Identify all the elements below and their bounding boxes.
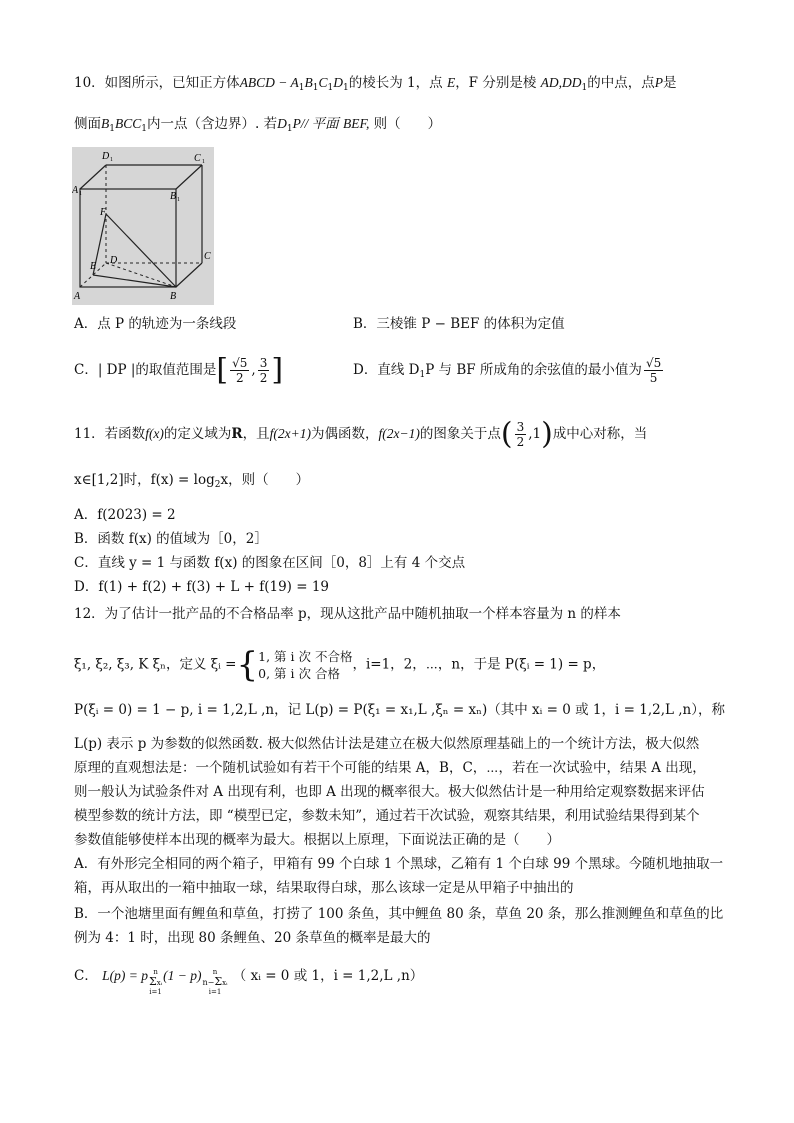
label-b: B bbox=[170, 291, 177, 302]
q10-stem-line1: 10．如图所示，已知正方体ABCD − $A_1B_1C_1D_1$的棱长为 1，点 E，F 分别是棱 $AD,DD_1$的中点，点P是 bbox=[74, 75, 677, 93]
point-e: E bbox=[446, 75, 456, 90]
frac-3-2-point: $\frac{3}{2}$ bbox=[516, 420, 525, 449]
q11-fx: f(x) bbox=[145, 426, 164, 441]
svg-text:1: 1 bbox=[79, 191, 82, 197]
sum-exponent-1: n Σxᵢ i=1 bbox=[149, 968, 163, 996]
q12-stem-line7: 模型参数的统计方法，即 “模型已定，参数未知”，通过若干次试验，观察其结果，利用试验结果得到某个 bbox=[74, 808, 700, 824]
cube-name-d: D bbox=[333, 75, 344, 90]
label-e: E bbox=[90, 261, 97, 272]
q10-text-inside: 内一点（含边界）. 若 bbox=[146, 116, 278, 132]
q11-center: 成中心对称，当 bbox=[552, 426, 648, 442]
cube-figure bbox=[72, 147, 214, 305]
cube-diagram bbox=[72, 147, 214, 305]
label-c: C bbox=[204, 251, 211, 262]
q11-f2xm1: f(2x−1) bbox=[378, 426, 420, 441]
label-f: F bbox=[100, 207, 107, 218]
q11-condition: x∈[1,2]时，f(x) = log bbox=[74, 472, 215, 488]
q11-text: 11．若函数 bbox=[74, 426, 146, 442]
q12-stem-line5: 原理的直观想法是：一个随机试验如有若干个可能的结果 A，B，C，⋯，若在一次试验中，结果 A 出现， bbox=[74, 760, 706, 776]
q10-option-d: D．直线 $D_1P$ 与 BF 所成角的余弦值的最小值为 $\frac{√5}{5}$ bbox=[353, 356, 662, 385]
q12-case1: 1, 第 i 次 不合格 bbox=[258, 649, 353, 664]
label-a1: A bbox=[72, 185, 79, 196]
q10-text: 10．如图所示，已知正方体 bbox=[74, 75, 240, 91]
q11-stem-line2 bbox=[74, 470, 754, 495]
q12-xi-def: ξ₁, ξ₂, ξ₃, K ξₙ，定义 ξᵢ = bbox=[74, 656, 237, 673]
cube-name: ABCD − A bbox=[239, 75, 299, 90]
q10-option-a: A．点 P 的轨迹为一条线段 bbox=[74, 316, 237, 332]
face-bcc1: BCC bbox=[114, 116, 142, 131]
q12-case2: 0, 第 i 次 合格 bbox=[258, 666, 340, 681]
q10-answer-paren: 则（ ） bbox=[373, 116, 442, 132]
cond-d1: D bbox=[277, 116, 287, 131]
q12-option-b-line2: 例为 4：1 时，出现 80 条鲤鱼、20 条草鱼的概率是最大的 bbox=[74, 930, 431, 946]
q11-and: ，且 bbox=[242, 426, 270, 442]
q12-option-b-line1: B．一个池塘里面有鲤鱼和草鱼，打捞了 100 条鱼，其中鲤鱼 80 条，草鱼 20 条，那么推测鲤鱼和草鱼的比 bbox=[74, 906, 724, 922]
edges-ad-dd1: AD,DD bbox=[540, 75, 582, 90]
q10-options-ab bbox=[74, 314, 754, 334]
q10-option-c: C．| DP |的取值范围是 bbox=[74, 362, 217, 378]
q12-stem-line3: P(ξᵢ = 0) = 1 − p, i = 1,2,L ,n，记 L(p) = P(ξ₁ = x₁,L ,ξₙ = xₙ)（其中 xᵢ = 0 或 1，i = 1,2,L ,n），称 bbox=[74, 702, 725, 718]
q11-option-a: A．f(2023) = 2 bbox=[74, 507, 176, 523]
sum-exponent-2: n n−Σxᵢ i=1 bbox=[202, 968, 228, 996]
q12-after-cases: ，i=1，2，⋯，n，于是 P(ξᵢ = 1) = p， bbox=[352, 656, 606, 673]
q10-options-cd: C．| DP |的取值范围是[ $\frac{√5}{2}$ , $\frac{3}{2}$ ] D．直线 $D_1P$ 与 BF 所成角的余弦值的最小值为 $\frac{√5}{5}$ bbox=[74, 356, 754, 385]
q12-likelihood-factor: (1 − p) bbox=[163, 968, 202, 983]
q11-real-set: R bbox=[231, 426, 243, 442]
label-d1: D bbox=[102, 151, 110, 162]
q11-condition-end: x，则（ ） bbox=[220, 472, 310, 488]
q12-cases bbox=[258, 648, 352, 682]
q11-option-c: C．直线 y = 1 与函数 f(x) 的图象在区间［0，8］上有 4 个交点 bbox=[74, 555, 466, 571]
q11-point-y: ,1 bbox=[528, 426, 542, 442]
q11-even: 为偶函数， bbox=[311, 426, 379, 442]
cube-name-b: B bbox=[304, 75, 313, 90]
q10-text-f: ，F 分别是棱 bbox=[455, 75, 537, 91]
cube-name-c: C bbox=[318, 75, 328, 90]
q12-stem-line8: 参数值能够使样本出现的概率为最大。根据以上原理，下面说法正确的是（ ） bbox=[74, 832, 560, 848]
q12-option-c-cond: （ xᵢ = 0 或 1，i = 1,2,L ,n） bbox=[232, 968, 424, 984]
q11-dom: 的定义域为 bbox=[163, 426, 232, 442]
frac-3-2: $\frac{3}{2}$ bbox=[259, 356, 268, 385]
q12-stem-line2: ξ₁, ξ₂, ξ₃, K ξₙ，定义 ξᵢ ={ 1, 第 i 次 不合格 0, 第 i 次 合格 ，i=1，2，⋯，n，于是 P(ξᵢ = 1) = p， bbox=[74, 645, 606, 685]
q12-stem-line1: 12．为了估计一批产品的不合格品率 p，现从这批产品中随机抽取一个样本容量为 n 的样本 bbox=[74, 606, 621, 622]
q12-stem-line4: L(p) 表示 p 为参数的似然函数. 极大似然估计法是建立在极大似然原理基础上的一个统计方法，极大似然 bbox=[74, 736, 700, 752]
q12-option-a-line1: A．有外形完全相同的两个箱子，甲箱有 99 个白球 1 个黑球，乙箱有 1 个白球 99 个黑球。今随机地抽取一 bbox=[74, 856, 724, 872]
q12-likelihood-lhs: L(p) = p bbox=[102, 968, 148, 983]
q12-option-c-label: C． bbox=[74, 968, 98, 984]
q10-text-mid: 的中点，点 bbox=[587, 75, 655, 91]
label-d: D bbox=[110, 255, 118, 266]
q10-text-len: 的棱长为 1，点 bbox=[348, 75, 443, 91]
q10-text-is: 是 bbox=[663, 75, 677, 91]
q12-option-c bbox=[74, 966, 754, 996]
svg-text:1: 1 bbox=[202, 159, 205, 165]
q10-text-face: 侧面 bbox=[74, 116, 101, 132]
label-c1: C bbox=[194, 153, 201, 164]
label-b1: B bbox=[170, 191, 177, 202]
cond-p-parallel: P// 平面 bbox=[292, 116, 339, 131]
plane-bef: BEF, bbox=[342, 116, 370, 131]
label-a: A bbox=[74, 291, 81, 302]
svg-text:1: 1 bbox=[110, 157, 113, 163]
q10-option-b: B．三棱锥 P − BEF 的体积为定值 bbox=[353, 316, 565, 332]
q11-stem-line1: 11．若函数f(x)的定义域为R，且f(2x+1)为偶函数，f(2x−1)的图象关于点( $\frac{3}{2}$ ,1)成中心对称，当 bbox=[74, 416, 648, 452]
q11-option-b: B．函数 f(x) 的值域为［0，2］ bbox=[74, 531, 268, 547]
point-p: P bbox=[654, 75, 664, 90]
face-b1: B bbox=[101, 116, 110, 131]
q11-log-base: 2 bbox=[214, 480, 221, 490]
q10-stem-line2: 侧面$B_1BCC_1$内一点（含边界）. 若$D_1P//$ 平面 BEF, 则（ ） bbox=[74, 116, 442, 134]
q11-sym: 的图象关于点 bbox=[419, 426, 501, 442]
svg-text:1: 1 bbox=[177, 197, 180, 203]
q12-option-a-line2: 箱，再从取出的一箱中抽取一球，结果取得白球，那么该球一定是从甲箱子中抽出的 bbox=[74, 880, 574, 896]
frac-sqrt5-5: $\frac{√5}{5}$ bbox=[645, 356, 662, 385]
q12-stem-line6: 则一般认为试验条件对 A 出现有利，也即 A 出现的概率很大。极大似然估计是一种用给定观察数据来评估 bbox=[74, 784, 705, 800]
frac-sqrt5-2: $\frac{√5}{2}$ bbox=[232, 356, 248, 385]
q11-option-d: D．f(1) + f(2) + f(3) + L + f(19) = 19 bbox=[74, 579, 330, 595]
q11-f2x1: f(2x+1) bbox=[269, 426, 311, 441]
